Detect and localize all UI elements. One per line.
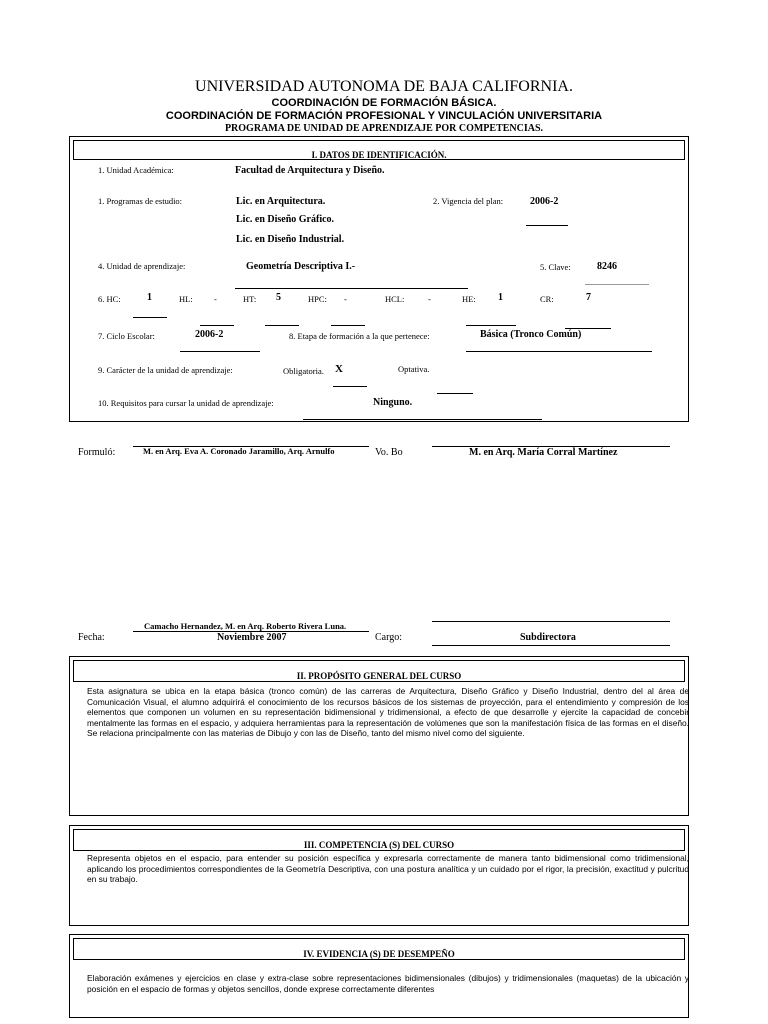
cr-label: CR: — [540, 294, 554, 304]
identification-title: I. DATOS DE IDENTIFICACIÓN. — [311, 150, 447, 160]
ht-underline — [265, 325, 299, 326]
ht-label: HT: — [243, 294, 257, 304]
program-title: PROGRAMA DE UNIDAD DE APRENDIZAJE POR COMPETENCIAS. — [224, 123, 544, 134]
prerequisites-underline — [303, 419, 542, 420]
optional-label: Optativa. — [398, 364, 430, 374]
stage-underline — [466, 351, 652, 352]
formulated-by-label: Formuló: — [78, 447, 116, 458]
position-label: Cargo: — [375, 632, 403, 643]
identification-title-bar — [73, 140, 685, 160]
evidence-title-bar — [73, 938, 685, 960]
prerequisites-value: Ninguno. — [373, 397, 413, 408]
competence-box — [69, 825, 689, 926]
course-key-value: 8246 — [597, 261, 617, 272]
hl-label: HL: — [179, 294, 193, 304]
position-line — [432, 645, 670, 646]
stage-label: 8. Etapa de formación a la que pertenece: — [289, 331, 430, 341]
school-cycle-underline — [180, 351, 260, 352]
unit-character-label: 9. Carácter de la unidad de aprendizaje: — [98, 365, 233, 375]
learning-unit-value: Geometría Descriptiva I.- — [246, 261, 356, 272]
hc-label: 6. HC: — [98, 294, 121, 304]
university-title: UNIVERSIDAD AUTONOMA DE BAJA CALIFORNIA. — [195, 78, 573, 95]
optional-underline — [437, 393, 473, 394]
he-value: 1 — [498, 292, 503, 303]
school-cycle-value: 2006-2 — [195, 329, 224, 340]
evidence-title: IV. EVIDENCIA (S) DE DESEMPEÑO — [303, 949, 455, 959]
hl-underline — [200, 325, 234, 326]
formulated-by-value-continued: Camacho Hernandez, M. en Arq. Roberto Rivera Luna. — [144, 621, 347, 631]
date-value: Noviembre 2007 — [217, 632, 287, 643]
learning-unit-label: 4. Unidad de aprendizaje: — [98, 261, 186, 271]
plan-validity-value: 2006-2 — [530, 196, 559, 207]
position-line-top — [432, 621, 670, 622]
prerequisites-label: 10. Requisitos para cursar la unidad de aprendizaje: — [98, 398, 274, 408]
program-item: Lic. en Arquitectura. — [236, 196, 326, 207]
ht-value: 5 — [276, 292, 281, 303]
academic-unit-value: Facultad de Arquitectura y Diseño. — [235, 165, 385, 176]
position-value: Subdirectora — [520, 632, 576, 643]
purpose-box — [69, 656, 689, 816]
hcl-value: - — [428, 294, 431, 304]
plan-validity-underline — [526, 225, 568, 226]
he-label: HE: — [462, 294, 476, 304]
evidence-text: Elaboración exámenes y ejercicios en clase y extra-clase sobre representaciones bidimensionales (dibujos) y tridimensionales (maquetas) de la ubicación y posición en el espacio de formas y objetos sencillos, donde exprese correctamente diferentes — [87, 973, 689, 994]
he-underline — [466, 325, 516, 326]
school-cycle-label: 7. Ciclo Escolar: — [98, 331, 155, 341]
course-key-underline — [585, 284, 649, 285]
hcl-label: HCL: — [385, 294, 405, 304]
coordination-professional: COORDINACIÓN DE FORMACIÓN PROFESIONAL Y VINCULACIÓN UNIVERSITARIA — [165, 110, 603, 122]
hpc-underline — [331, 325, 365, 326]
approved-by-label: Vo. Bo — [375, 447, 403, 458]
cr-value: 7 — [586, 292, 591, 303]
competence-title: III. COMPETENCIA (S) DEL CURSO — [303, 840, 455, 850]
date-label: Fecha: — [78, 632, 105, 643]
hc-underline — [133, 317, 167, 318]
mandatory-mark: X — [335, 363, 343, 375]
plan-validity-label: 2. Vigencia del plan: — [433, 196, 504, 206]
mandatory-underline — [333, 386, 367, 387]
identification-box — [69, 136, 689, 422]
stage-value: Básica (Tronco Común) — [480, 329, 582, 340]
hc-value: 1 — [147, 292, 152, 303]
mandatory-label: Obligatoria. — [283, 366, 324, 376]
hpc-label: HPC: — [308, 294, 327, 304]
learning-unit-underline — [235, 288, 468, 289]
program-item: Lic. en Diseño Gráfico. — [236, 214, 335, 225]
hpc-value: - — [344, 294, 347, 304]
course-key-label: 5. Clave: — [540, 262, 571, 272]
approved-by-value: M. en Arq. María Corral Martínez — [469, 447, 618, 458]
formulated-by-value: M. en Arq. Eva A. Coronado Jaramillo, Arq. Arnulfo — [143, 446, 335, 456]
program-item: Lic. en Diseño Industrial. — [236, 234, 345, 245]
competence-text: Representa objetos en el espacio, para entender su posición específica y expresarla correctamente de manera tanto bidimensional como tridimensional, aplicando los procedimientos correspondientes de la Geometría Descriptiva, con una postura analítica y un cuidado por el rigor, la precisión, exactitud y pulcritud en su trabajo. — [87, 853, 689, 885]
competence-title-bar — [73, 829, 685, 851]
hl-value: - — [214, 294, 217, 304]
purpose-title: II. PROPÓSITO GENERAL DEL CURSO — [296, 671, 462, 681]
academic-unit-label: 1. Unidad Académica: — [98, 165, 174, 175]
evidence-box — [69, 934, 689, 1018]
purpose-title-bar — [73, 660, 685, 682]
coordination-basic: COORDINACIÓN DE FORMACIÓN BÁSICA. — [271, 97, 497, 109]
study-programs-label: 1. Programas de estudio: — [98, 196, 183, 206]
purpose-text: Esta asignatura se ubica en la etapa básica (tronco común) de las carreras de Arquitectura, Diseño Gráfico y Diseño Industrial, dentro del al área de Comunicación Visual, el alumno adquirirá el conocimiento de los recursos básicos de los sistemas de proyección, para el entendimiento y compresión de los elementos que componen un volumen en su representación bidimensional y tridimensional, a efecto de que desarrolle y ejercite la capacidad de concebir mentalmente las formas en el espacio, y adquiera herramientas para la representación de volúmenes que son la manifestación física de las formas en el diseño. Se relaciona principalmente con las materias de Dibujo y con las de Diseño, tanto del mismo nivel como del siguiente. — [87, 686, 689, 739]
